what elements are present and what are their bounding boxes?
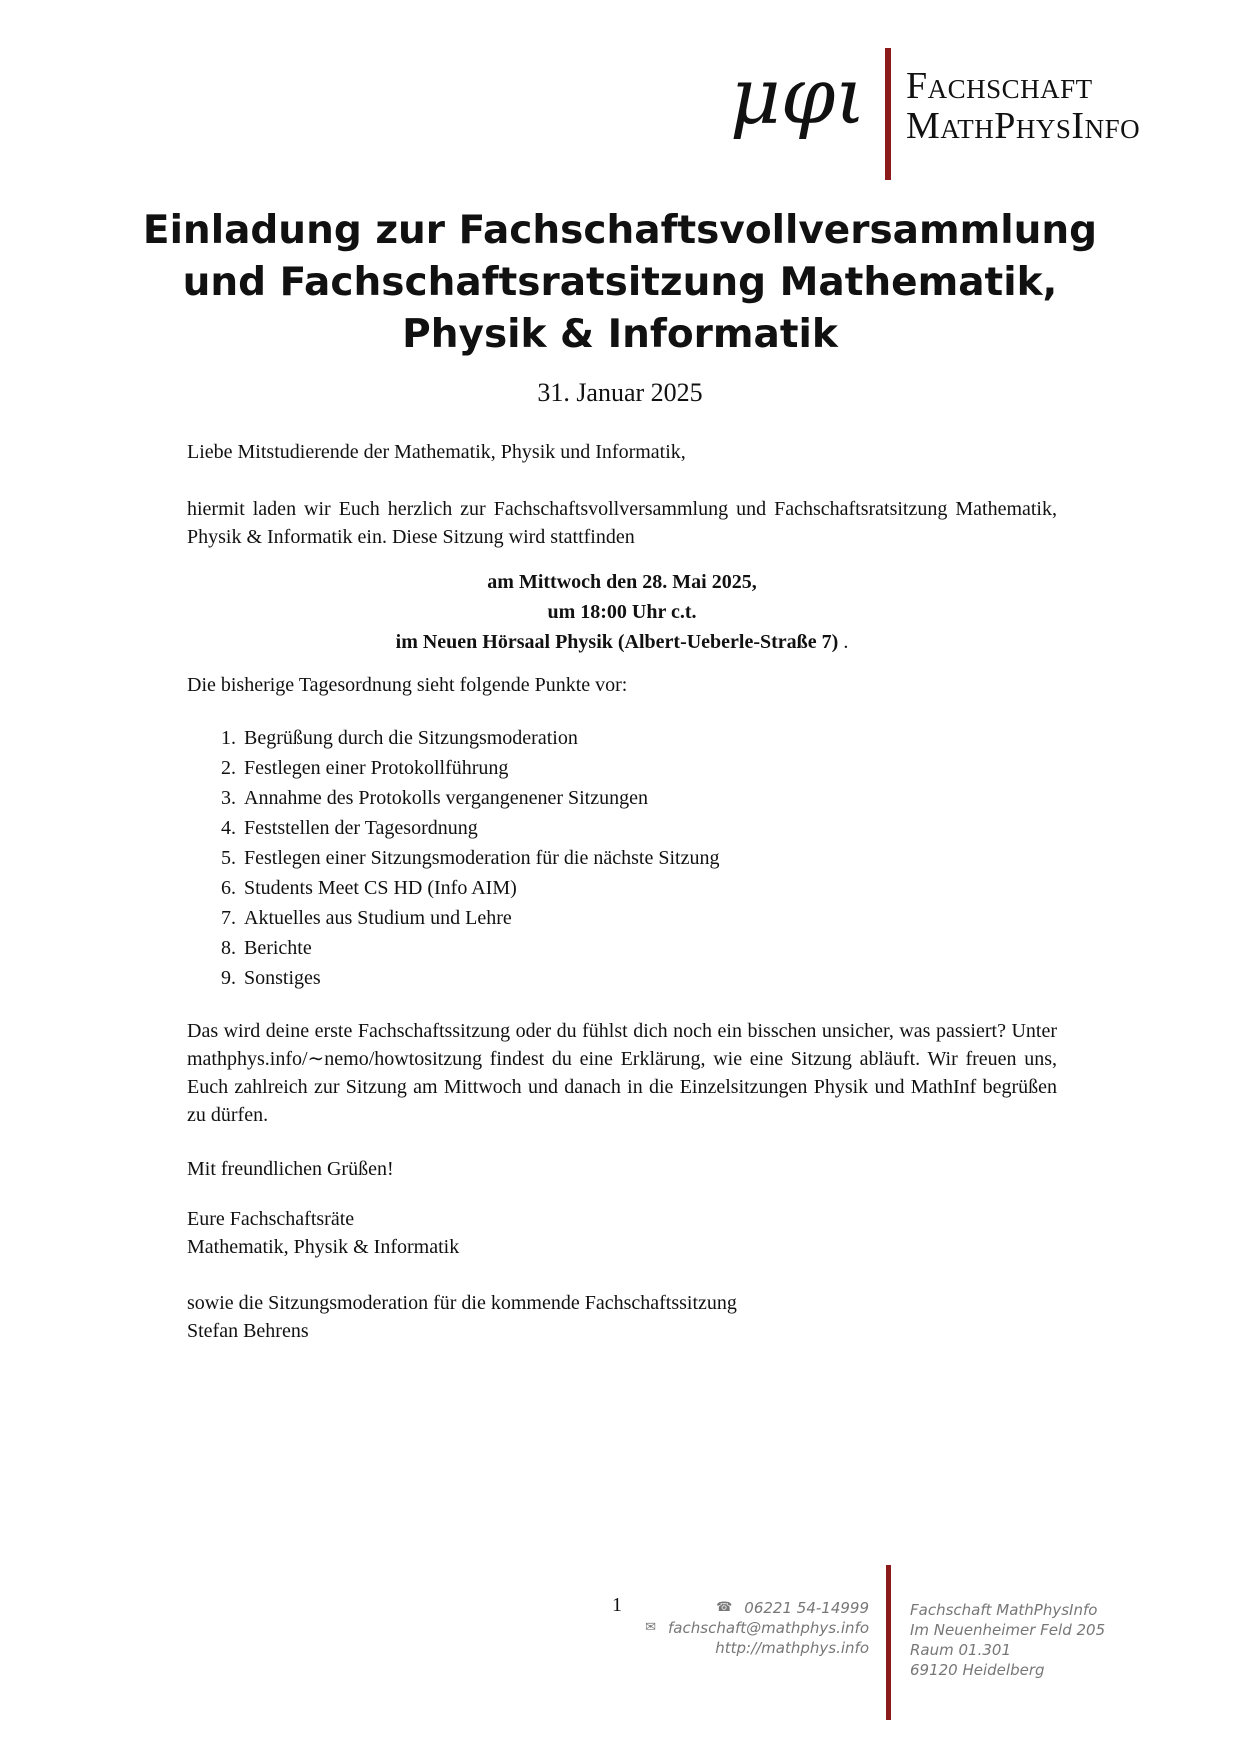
logo-divider-bar xyxy=(885,48,891,180)
agenda-item-number: 7. xyxy=(221,907,236,929)
event-date: am Mittwoch den 28. Mai 2025, xyxy=(487,571,757,593)
footer-contact xyxy=(549,1598,869,1658)
agenda-item xyxy=(187,873,1057,903)
moderation-block xyxy=(187,1289,1057,1345)
agenda-item xyxy=(187,933,1057,963)
info-paragraph: Das wird deine erste Fachschaftssitzung oder du fühlst dich noch ein bisschen unsicher, was passiert? Unter mathphys.info/∼nemo/howtositzung findest du eine Erklärung, wie eine Sitzung abläuft. Wir freuen uns, Euch zahlreich zur Sitzung am Mittwoch und danach in die Einzelsitzungen Physik und MathInf begrüßen zu dürfen. xyxy=(187,1020,1057,1126)
footer-address-line: Raum 01.301 xyxy=(910,1641,1011,1659)
agenda-item-number: 5. xyxy=(221,847,236,869)
agenda-item xyxy=(187,903,1057,933)
letter-body xyxy=(187,438,1057,1345)
event-location-suffix: . xyxy=(838,631,849,653)
agenda-item-text: Berichte xyxy=(244,937,312,959)
footer-email[interactable]: fachschaft@mathphys.info xyxy=(668,1619,869,1637)
agenda-item-number: 8. xyxy=(221,937,236,959)
page-number: 1 xyxy=(612,1594,622,1616)
moderator-name: Stefan Behrens xyxy=(187,1320,309,1342)
agenda-intro: Die bisherige Tagesordnung sieht folgende Punkte vor: xyxy=(187,674,628,696)
intro-paragraph: hiermit laden wir Euch herzlich zur Fachschaftsvollversammlung und Fachschaftsratsitzung Mathematik, Physik & Informatik ein. Diese Sitzung wird stattfinden xyxy=(187,498,1057,548)
greeting: Liebe Mitstudierende der Mathematik, Physik und Informatik, xyxy=(187,441,686,463)
agenda-item xyxy=(187,753,1057,783)
agenda-item-number: 2. xyxy=(221,757,236,779)
agenda-item xyxy=(187,843,1057,873)
footer-email-row xyxy=(549,1618,869,1638)
phone-icon: ☎ xyxy=(716,1600,733,1615)
footer-phone-row xyxy=(549,1598,869,1618)
agenda-item-text: Festlegen einer Protokollführung xyxy=(244,757,509,779)
footer-phone: 06221 54-14999 xyxy=(744,1599,869,1617)
agenda-item xyxy=(187,723,1057,753)
agenda-item-number: 3. xyxy=(221,787,236,809)
event-time: um 18:00 Uhr c.t. xyxy=(547,601,697,623)
closing: Mit freundlichen Grüßen! xyxy=(187,1158,394,1180)
signature-block xyxy=(187,1205,1057,1261)
agenda-item-text: Begrüßung durch die Sitzungsmoderation xyxy=(244,727,578,749)
agenda-item-number: 1. xyxy=(221,727,236,749)
footer-address-line: 69120 Heidelberg xyxy=(910,1661,1045,1679)
footer-divider-bar xyxy=(886,1565,891,1720)
logo-text-line2: MathPhysInfo xyxy=(906,105,1141,147)
event-details xyxy=(187,567,1057,657)
agenda-item xyxy=(187,963,1057,993)
signature-line2: Mathematik, Physik & Informatik xyxy=(187,1236,460,1258)
footer-website-row xyxy=(549,1638,869,1658)
event-location-line xyxy=(187,627,1057,657)
agenda-item xyxy=(187,813,1057,843)
logo-text-line1: Fachschaft xyxy=(906,65,1093,107)
agenda-item-text: Sonstiges xyxy=(244,967,321,989)
signature-line1: Eure Fachschaftsräte xyxy=(187,1208,355,1230)
agenda-item-text: Festlegen einer Sitzungsmoderation für die nächste Sitzung xyxy=(244,847,720,869)
footer-address xyxy=(910,1600,1230,1680)
agenda-list xyxy=(187,723,1057,993)
agenda-item-text: Feststellen der Tagesordnung xyxy=(244,817,478,839)
agenda-item-text: Students Meet CS HD (Info AIM) xyxy=(244,877,517,899)
agenda-item xyxy=(187,783,1057,813)
document-title: Einladung zur Fachschaftsvollversammlung und Fachschaftsratsitzung Mathematik, Physik & Informatik xyxy=(142,208,1098,357)
logo xyxy=(730,44,1210,184)
envelope-icon: ✉ xyxy=(645,1620,657,1635)
logo-greek-letters: μφι xyxy=(730,52,866,142)
document-date: 31. Januar 2025 xyxy=(537,378,703,407)
moderation-line1: sowie die Sitzungsmoderation für die kommende Fachschaftssitzung xyxy=(187,1292,737,1314)
logo-text xyxy=(906,66,1140,146)
footer-address-line: Fachschaft MathPhysInfo xyxy=(910,1601,1098,1619)
agenda-item-text: Aktuelles aus Studium und Lehre xyxy=(244,907,512,929)
footer-website[interactable]: http://mathphys.info xyxy=(715,1639,869,1657)
agenda-item-text: Annahme des Protokolls vergangenener Sitzungen xyxy=(244,787,648,809)
agenda-item-number: 4. xyxy=(221,817,236,839)
agenda-item-number: 9. xyxy=(221,967,236,989)
agenda-item-number: 6. xyxy=(221,877,236,899)
footer-address-line: Im Neuenheimer Feld 205 xyxy=(910,1621,1106,1639)
event-location: im Neuen Hörsaal Physik (Albert-Ueberle-Straße 7) xyxy=(395,631,839,653)
